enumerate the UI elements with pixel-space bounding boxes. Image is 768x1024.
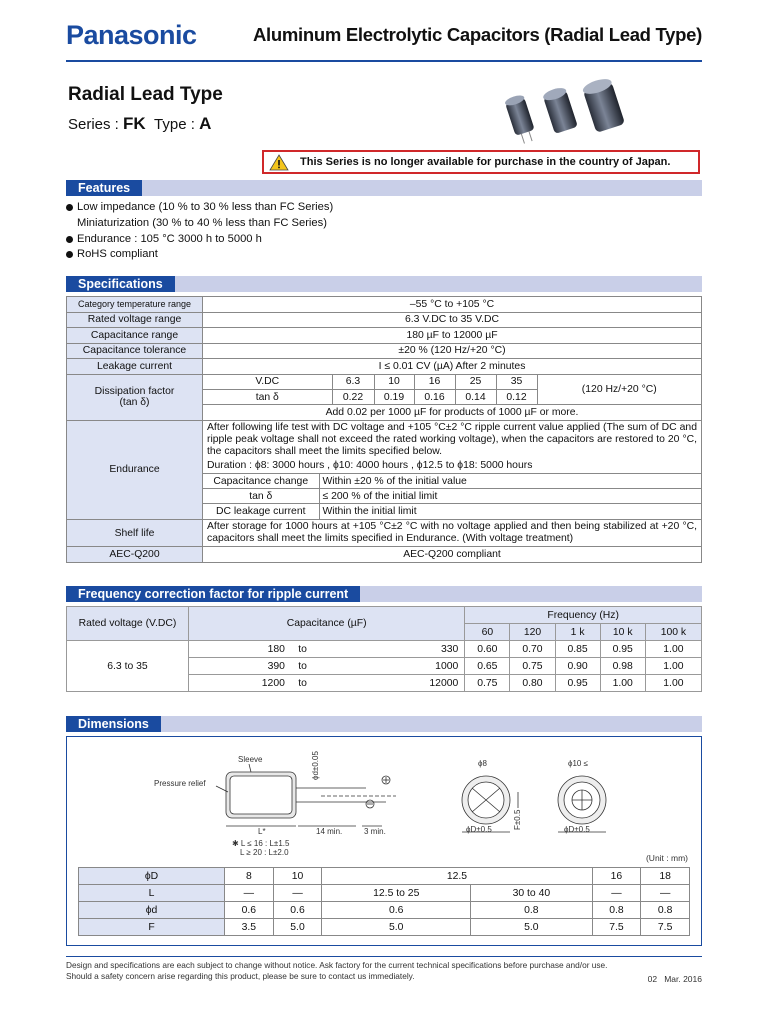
- features-title: Features: [66, 180, 142, 196]
- warning-icon: [264, 154, 294, 171]
- specifications-table: [66, 296, 702, 563]
- df-value: 0.19: [374, 390, 414, 405]
- freq-col: 10 k: [600, 624, 645, 641]
- df-value: 0.12: [496, 390, 537, 405]
- freq-value: 0.70: [510, 641, 555, 658]
- dim-note-1: ✱ L ≤ 16 : L±1.5: [232, 839, 290, 848]
- freq-value: 0.80: [510, 675, 555, 692]
- dimension-drawing: [66, 736, 702, 856]
- endurance-duration: Duration : ϕ8: 3000 hours , ϕ10: 4000 hours , ϕ12.5 to ϕ18: 5000 hours: [207, 459, 533, 471]
- dim-value: —: [273, 885, 322, 902]
- dim-label-sleeve: Sleeve: [238, 755, 263, 764]
- dim-row-header: ϕd: [79, 902, 225, 919]
- dim-value: —: [225, 885, 274, 902]
- limit-key: tan δ: [203, 489, 319, 504]
- dim-value: 12.5: [322, 868, 592, 885]
- footer-page: [648, 974, 702, 984]
- spec-label: [67, 374, 203, 420]
- dim-value: 5.0: [322, 919, 471, 936]
- dim-row-header: L: [79, 885, 225, 902]
- dim-note-2: L ≥ 20 : L±2.0: [240, 848, 289, 856]
- freq-col: 60: [465, 624, 510, 641]
- spec-value: ±20 % (120 Hz/+20 °C): [203, 343, 702, 359]
- limit-key: DC leakage current: [203, 504, 319, 519]
- dim-label-relief: Pressure relief: [154, 779, 206, 788]
- spec-value: AEC-Q200 compliant: [203, 547, 702, 563]
- df-value: 0.22: [332, 390, 374, 405]
- limit-value: Within the initial limit: [319, 504, 701, 519]
- freq-col: 100 k: [645, 624, 701, 641]
- freq-value: 0.60: [465, 641, 510, 658]
- freq-voltage: 6.3 to 35: [67, 641, 189, 692]
- freq-to: to: [285, 675, 320, 692]
- dimensions-unit: (Unit : mm): [645, 853, 688, 863]
- freq-col: 1 k: [555, 624, 600, 641]
- freq-head-cap: Capacitance (µF): [189, 607, 465, 641]
- freq-value: 1.00: [645, 658, 701, 675]
- freq-cap-lo: 390: [189, 658, 285, 675]
- dim-label-D2: ϕD±0.5: [564, 825, 590, 834]
- spec-value: I ≤ 0.01 CV (µA) After 2 minutes: [203, 359, 702, 375]
- dim-label-D1: ϕD±0.5: [466, 825, 492, 834]
- dim-value: 10: [273, 868, 322, 885]
- spec-value: 6.3 V.DC to 35 V.DC: [203, 312, 702, 328]
- df-voltage: 16: [414, 375, 455, 390]
- dim-value: —: [592, 885, 641, 902]
- feature-item: Miniaturization (30 % to 40 % less than FC Series): [77, 216, 327, 229]
- dim-value: 5.0: [273, 919, 322, 936]
- freq-value: 0.95: [600, 641, 645, 658]
- page-number: 02: [647, 974, 658, 984]
- df-label-sub: (tan δ): [119, 397, 150, 408]
- df-vdc-label: V.DC: [203, 375, 332, 390]
- freq-cap-lo: 1200: [189, 675, 285, 692]
- dim-label-F: F±0.5: [513, 809, 522, 830]
- freq-cap-lo: 180: [189, 641, 285, 658]
- freq-value: 0.65: [465, 658, 510, 675]
- df-voltage: 6.3: [332, 375, 374, 390]
- dimensions-title: Dimensions: [66, 716, 161, 732]
- dim-value: 7.5: [592, 919, 641, 936]
- df-value: 0.16: [414, 390, 455, 405]
- capacitor-product-image: [500, 76, 640, 146]
- freq-head-voltage: Rated voltage (V.DC): [67, 607, 189, 641]
- freq-to: to: [285, 658, 320, 675]
- dim-value: 5.0: [471, 919, 592, 936]
- dim-value: 16: [592, 868, 641, 885]
- specifications-title: Specifications: [66, 276, 175, 292]
- df-label: Dissipation factor: [94, 386, 175, 397]
- dim-value: 3.5: [225, 919, 274, 936]
- dim-value: 18: [641, 868, 690, 885]
- brand-logo: Panasonic: [66, 20, 197, 50]
- dim-value: 12.5 to 25: [322, 885, 471, 902]
- dim-value: 0.6: [225, 902, 274, 919]
- df-table: [203, 375, 701, 420]
- freq-to: to: [285, 641, 320, 658]
- freq-value: 0.85: [555, 641, 600, 658]
- type-value: A: [199, 114, 212, 133]
- dim-label-dd: ϕd±0.05: [311, 751, 320, 780]
- product-name: Radial Lead Type: [68, 84, 223, 105]
- spec-label: Leakage current: [67, 359, 203, 375]
- df-value: 0.14: [455, 390, 496, 405]
- freq-cap-hi: 1000: [320, 658, 465, 675]
- limit-value: ≤ 200 % of the initial limit: [319, 489, 701, 504]
- dim-label-phi8: ϕ8: [478, 759, 487, 768]
- df-condition: (120 Hz/+20 °C): [537, 375, 701, 405]
- dim-value: 0.6: [322, 902, 471, 919]
- footer-disclaimer: [66, 960, 607, 982]
- spec-label: Category temperature range: [67, 297, 203, 313]
- feature-item: Low impedance (10 % to 30 % less than FC Series): [66, 200, 333, 216]
- features-header: [66, 180, 702, 196]
- dim-label-14min: 14 min.: [316, 827, 343, 836]
- dim-row-header: F: [79, 919, 225, 936]
- footer-line: Design and specifications are each subject to change without notice. Ask factory for the current technical specifications before purchase and/or use.: [66, 960, 608, 970]
- dim-value: 0.8: [471, 902, 592, 919]
- footer-line: Should a safety concern arise regarding this product, please be sure to contact us immediately.: [66, 971, 415, 981]
- freq-value: 0.95: [555, 675, 600, 692]
- dim-value: 0.6: [273, 902, 322, 919]
- spec-label: Capacitance range: [67, 328, 203, 344]
- document-title: Aluminum Electrolytic Capacitors (Radial Lead Type): [252, 24, 702, 45]
- dim-label-L: L*: [258, 827, 266, 836]
- endurance-limits: [203, 473, 701, 519]
- freq-value: 0.75: [510, 658, 555, 675]
- specifications-header: [66, 276, 702, 292]
- dim-value: —: [641, 885, 690, 902]
- dim-value: 30 to 40: [471, 885, 592, 902]
- spec-label: AEC-Q200: [67, 547, 203, 563]
- dim-label-phi10: ϕ10 ≤: [568, 759, 588, 768]
- footer-rule: [66, 956, 702, 957]
- df-voltage: 35: [496, 375, 537, 390]
- spec-value: –55 °C to +105 °C: [203, 297, 702, 313]
- freq-value: 1.00: [600, 675, 645, 692]
- series-line: [68, 114, 211, 134]
- freq-head-freq: Frequency (Hz): [465, 607, 702, 624]
- header-rule: [66, 60, 702, 62]
- limit-key: Capacitance change: [203, 474, 319, 489]
- dim-value: 8: [225, 868, 274, 885]
- endurance-cell: [203, 420, 702, 519]
- freq-value: 1.00: [645, 675, 701, 692]
- df-cell: [203, 374, 702, 420]
- discontinued-notice: [262, 150, 700, 174]
- endurance-text: After following life test with DC voltage and +105 °C±2 °C ripple current value applied (The sum of DC and ripple peak voltage shall not exceed the rated working voltage), when the capacitors are restored to 20 °C, the capacitors shall meet the limits specified below.: [207, 421, 697, 458]
- series-label: Series :: [68, 116, 119, 133]
- df-voltage: 10: [374, 375, 414, 390]
- freq-col: 120: [510, 624, 555, 641]
- df-tan-label: tan δ: [203, 390, 332, 405]
- spec-label: Capacitance tolerance: [67, 343, 203, 359]
- freq-value: 1.00: [645, 641, 701, 658]
- type-label: Type :: [154, 116, 195, 133]
- spec-value: 180 µF to 12000 µF: [203, 328, 702, 344]
- freq-value: 0.90: [555, 658, 600, 675]
- dim-value: 7.5: [641, 919, 690, 936]
- freq-cap-hi: 330: [320, 641, 465, 658]
- df-voltage: 25: [455, 375, 496, 390]
- features-list: [66, 200, 333, 263]
- spec-label: Endurance: [67, 420, 203, 519]
- frequency-table: [66, 606, 702, 692]
- freq-cap-hi: 12000: [320, 675, 465, 692]
- spec-value: After storage for 1000 hours at +105 °C±2 °C with no voltage applied and then being stabilized at +20 °C, capacitors shall meet the limits specified in Endurance. (With voltage treatment): [203, 519, 702, 547]
- df-note: Add 0.02 per 1000 µF for products of 1000 µF or more.: [203, 405, 701, 420]
- page-date: Mar. 2016: [664, 974, 702, 984]
- notice-text: This Series is no longer available for purchase in the country of Japan.: [300, 156, 671, 168]
- spec-label: Rated voltage range: [67, 312, 203, 328]
- freq-value: 0.75: [465, 675, 510, 692]
- spec-label: Shelf life: [67, 519, 203, 547]
- dim-row-header: ϕD: [79, 868, 225, 885]
- limit-value: Within ±20 % of the initial value: [319, 474, 701, 489]
- dimensions-header: [66, 716, 702, 732]
- dimensions-table: [78, 867, 690, 936]
- dim-value: 0.8: [641, 902, 690, 919]
- frequency-header: [66, 586, 702, 602]
- dim-value: 0.8: [592, 902, 641, 919]
- series-value: FK: [123, 114, 146, 133]
- freq-value: 0.98: [600, 658, 645, 675]
- feature-item: RoHS compliant: [66, 247, 333, 263]
- feature-item: Endurance : 105 °C 3000 h to 5000 h: [66, 232, 333, 248]
- frequency-title: Frequency correction factor for ripple current: [66, 586, 360, 602]
- dim-label-3min: 3 min.: [364, 827, 386, 836]
